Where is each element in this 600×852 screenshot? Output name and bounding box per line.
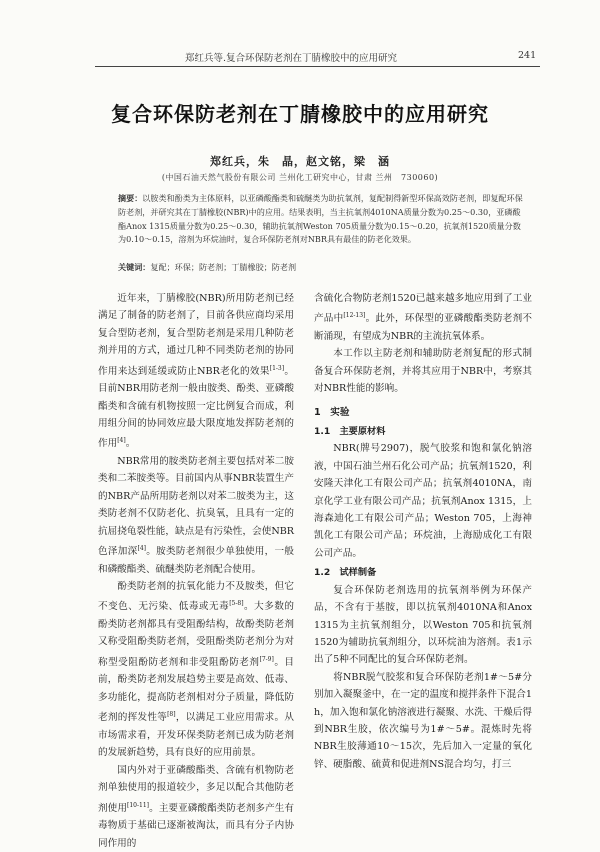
body-column-right xyxy=(314,290,532,773)
section-heading: 1 实验 xyxy=(314,406,350,418)
header-rule xyxy=(95,66,540,67)
text-run: NBR常用的胺类防老剂主要包括对苯二胺类和二苯胺类等。目前国内从事NBR装置生产的NBR产品所用防老剂以对苯二胺类为主，这类防老剂不仅防老化、抗臭氧，且具有一定的抗屈挠龟裂性能，缺点是有污染性，会使NBR色泽加深 xyxy=(98,456,294,558)
body-column-left xyxy=(98,290,294,852)
citation: [12-13] xyxy=(343,312,366,320)
paragraph xyxy=(98,290,294,453)
paragraph xyxy=(314,290,532,345)
text-run: ，以满足工业应用需求。从市场需求看，开发环保类防老剂已成为防老剂的发展新趋势，具有良好的应用前景。 xyxy=(98,712,295,759)
text-run: 。目前，酚类防老剂发展趋势主要是高效、低毒、多功能化，提高防老剂相对分子质量，降低防老剂的挥发性等 xyxy=(98,657,295,724)
text-run: 。此外，环保型的亚磷酸酯类防老剂不断涌现，有望成为NBR的主流抗氧体系。 xyxy=(314,313,533,342)
citation: [5-8] xyxy=(229,600,244,608)
paper-title: 复合环保防老剂在丁腈橡胶中的应用研究 xyxy=(111,102,489,126)
affiliation: (中国石油天然气股份有限公司 兰州化工研究中心，甘肃 兰州 730060) xyxy=(161,173,439,182)
citation: [4] xyxy=(117,437,126,445)
subsection-heading: 1.1 主要原材料 xyxy=(314,426,386,438)
citation: [8] xyxy=(167,711,176,719)
paragraph: 本工作以主防老剂和辅助防老剂复配的形式制备复合环保防老剂，并将其应用于NBR中，考察其对NBR性能的影响。 xyxy=(314,348,532,395)
keywords-text: 复配；环保；防老剂；丁腈橡胶；防老剂 xyxy=(150,262,297,272)
text-run: 。 xyxy=(125,438,136,450)
abstract xyxy=(118,192,523,247)
paragraph xyxy=(98,578,294,762)
paragraph: 将NBR脱气胶浆和复合环保防老剂1#～5#分别加入凝聚釜中，在一定的温度和搅拌条件下混合1 h，加入饱和氯化钠溶液进行凝聚、水洗、干燥后得到NBR生胶，依次编号为1#～5#。混炼时先将NBR生胶薄通10～15次，先后加入一定量的氧化锌、硬脂酸、硫黄和促进剂NS混合均匀，打三 xyxy=(314,671,532,770)
keywords xyxy=(118,262,523,273)
running-header xyxy=(0,50,600,64)
text-run: 国内外对于亚磷酸酯类、含硫有机物防老剂单独使用的报道较少，多足以配合其他防老剂使用 xyxy=(98,764,294,814)
text-run: 含硫化合物防老剂1520已越来越多地应用到了工业产品中 xyxy=(314,293,532,325)
citation: [7-9] xyxy=(259,655,274,663)
text-run: 近年来，丁腈橡胶(NBR)所用防老剂已经满足了制备的防老剂了，目前各供应商均采用复合型防老剂，复合型防老剂是采用几种防老剂并用的方式，通过几种不同类防老剂的协同作用来达到延缓或防止NBR老化的效果 xyxy=(98,293,294,377)
citation: [1-3] xyxy=(269,364,285,372)
paragraph xyxy=(98,762,294,852)
paragraph: NBR(牌号2907)，脱气胶浆和饱和氯化钠溶液，中国石油兰州石化公司产品；抗氧剂1520，利安隆天津化工有限公司产品；抗氧剂4010NA，南京化学工业有限公司产品；抗氧剂Anox 1315，上海森迪化工有限公司产品；Weston 705，上海神凯化工有限公司产品；环烷油，上海励成化工有限公司产品。 xyxy=(314,443,532,559)
author-list: 郑红兵，朱 晶，赵文铭，梁 涵 xyxy=(210,155,390,168)
abstract-label: 摘要： xyxy=(118,193,143,203)
text-run: 。目前NBR用防老剂一般由胺类、酚类、亚磷酸酯类和含硫有机物按照一定比例复合而成，利用组分间的协同效应最大限度地发挥防老剂的作用 xyxy=(98,365,295,450)
citation: [10-11] xyxy=(127,801,149,809)
keywords-label: 关键词： xyxy=(118,262,151,272)
text-run: 。胺类防老剂很少单独使用，一般和磷酸酯类、硫醚类防老剂配合使用。 xyxy=(98,546,295,575)
paragraph xyxy=(98,453,294,578)
paragraph: 复合环保防老剂选用的抗氧剂举例为环保产品，不含有于基胺，即以抗氧剂4010NA和Anox 1315为主抗氧剂组分，以Weston 705和抗氧剂1520为辅助抗氧剂组分，以环烷油为溶剂。表1示出了5种不同配比的复合环保防老剂。 xyxy=(314,584,532,666)
abstract-text: 以胺类和酚类为主体原料，以亚磷酸酯类和硫醚类为助抗氧剂，复配制得新型环保高效防老剂，即复配环保防老剂，并研究其在丁腈橡胶(NBR)中的应用。结果表明，当主抗氧剂4010NA质量分数为0.25～0.30，亚磷酸酯Anox 1315质量分数为0.25～0.30，辅助抗氧剂Weston 705质量分数为0.15～0.20，抗氧剂1520质量分数为0.10～0.15，溶剂为环烷油时，复合环保防老剂对NBR具有最佳的防老化效果。 xyxy=(118,193,523,245)
running-title: 郑红兵等.复合环保防老剂在丁腈橡胶中的应用研究 xyxy=(185,53,398,64)
subsection-heading: 1.2 试样制备 xyxy=(314,567,377,579)
text-run: 。主要亚磷酸酯类防老剂多产生有毒物质于基础已逐渐被淘汰，而具有分子内协同作用的 xyxy=(98,802,295,849)
citation: [4] xyxy=(137,545,146,553)
text-run: 。大多数的酚类防老剂都具有受阻酚结构，故酚类防老剂又称受阻酚类防老剂，受阻酚类防老剂分为对称型受阻酚防老剂和非受阻酚防老剂 xyxy=(98,601,295,669)
text-run: 酚类防老剂的抗氧化能力不及胺类，但它不变色、无污染、低毒或无毒 xyxy=(98,581,294,613)
page-number: 241 xyxy=(518,50,537,61)
